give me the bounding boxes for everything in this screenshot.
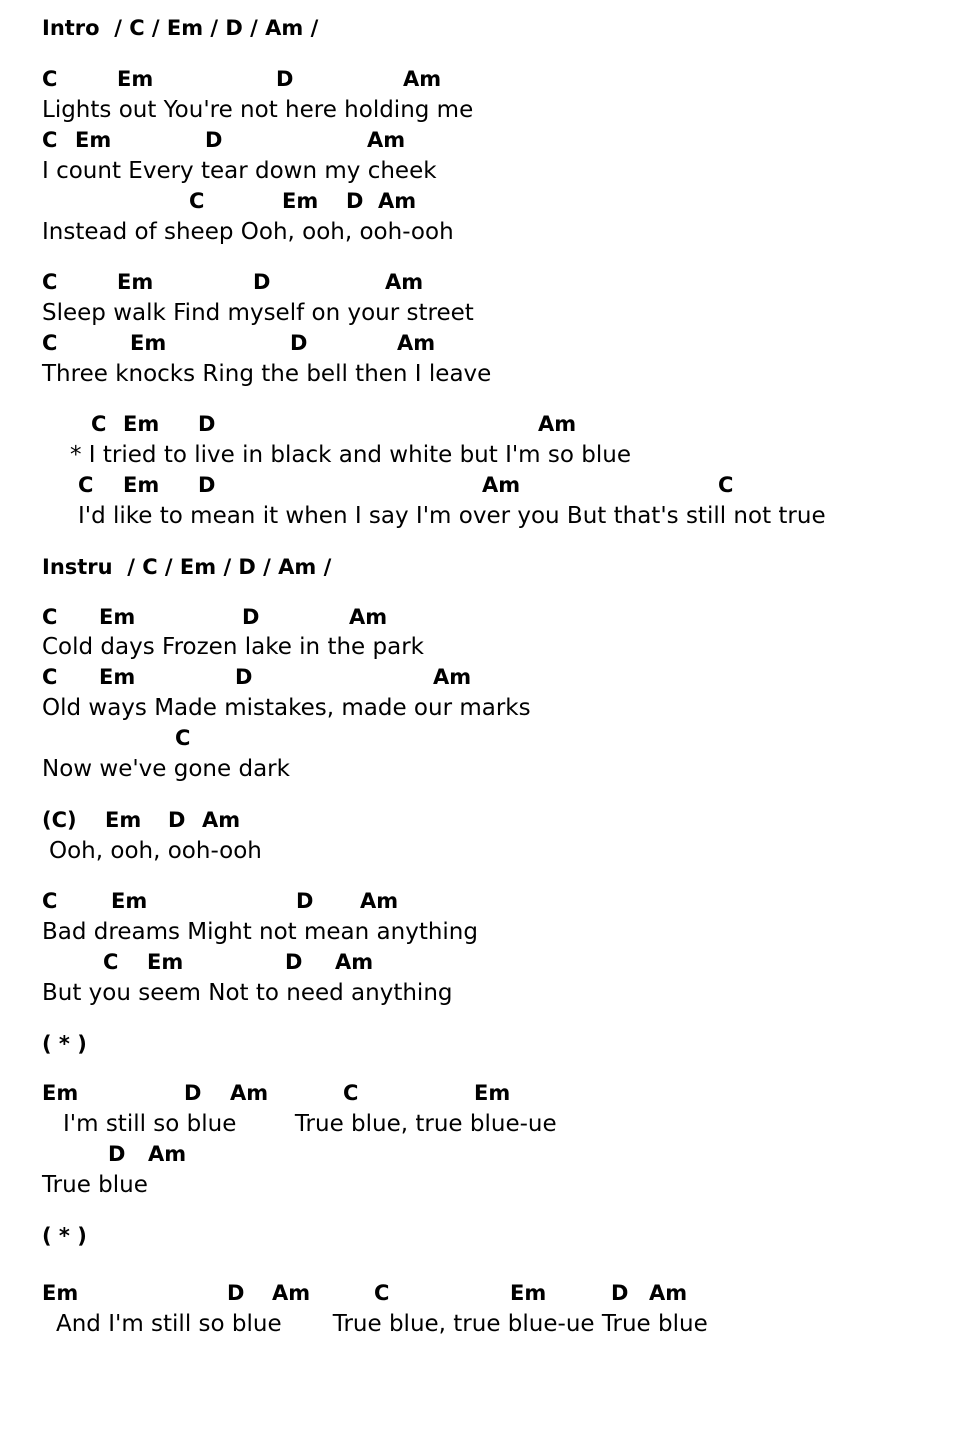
chord: Am xyxy=(397,331,436,355)
chord: Am xyxy=(335,950,374,974)
chord: D xyxy=(253,270,271,294)
chord: D xyxy=(290,331,308,355)
chord: Am xyxy=(378,189,417,213)
lyric-line: I'd like to mean it when I say I'm over you But that's still not true xyxy=(78,503,826,529)
chord: Em xyxy=(111,889,148,913)
chord: D xyxy=(285,950,303,974)
lyric-line: Three knocks Ring the bell then I leave xyxy=(42,361,492,387)
chord: Am xyxy=(403,67,442,91)
chord: C xyxy=(718,473,734,497)
chord: Am xyxy=(360,889,399,913)
chord: Em xyxy=(130,331,167,355)
chord: Em xyxy=(117,270,154,294)
chord: Em xyxy=(42,1281,79,1305)
chord: Em xyxy=(123,473,160,497)
chord: C xyxy=(42,605,58,629)
chorus-reference: ( * ) xyxy=(42,1224,87,1248)
chord: C xyxy=(343,1081,359,1105)
chord: Em xyxy=(105,808,142,832)
chord: Em xyxy=(147,950,184,974)
chord: C xyxy=(175,726,191,750)
chord: Am xyxy=(433,665,472,689)
lyric-line: Cold days Frozen lake in the park xyxy=(42,634,424,660)
lyric-line: Sleep walk Find myself on your street xyxy=(42,300,474,326)
chorus-reference: ( * ) xyxy=(42,1032,87,1056)
chord: C xyxy=(42,67,58,91)
chord: C xyxy=(42,270,58,294)
lyric-line: Lights out You're not here holding me xyxy=(42,97,474,123)
lyric-line: And I'm still so blue True blue, true blue-ue True blue xyxy=(56,1311,708,1337)
chord: C xyxy=(189,189,205,213)
chord: D xyxy=(227,1281,245,1305)
chord: C xyxy=(91,412,107,436)
chord: D xyxy=(198,412,216,436)
chord: Am xyxy=(272,1281,311,1305)
chord: D xyxy=(108,1142,126,1166)
chord: (C) xyxy=(42,808,77,832)
chord: Am xyxy=(538,412,577,436)
chord: Em xyxy=(75,128,112,152)
chord: Am xyxy=(649,1281,688,1305)
chord: Am xyxy=(482,473,521,497)
chord: Am xyxy=(349,605,388,629)
chord: Em xyxy=(117,67,154,91)
chord: Em xyxy=(123,412,160,436)
chord: Am xyxy=(385,270,424,294)
chord: D xyxy=(168,808,186,832)
chord: C xyxy=(42,665,58,689)
instru-line: Instru / C / Em / D / Am / xyxy=(42,555,332,579)
lyric-line: But you seem Not to need anything xyxy=(42,980,453,1006)
lyric-line: Ooh, ooh, ooh-ooh xyxy=(49,838,262,864)
lyric-line: Bad dreams Might not mean anything xyxy=(42,919,478,945)
chord: Em xyxy=(510,1281,547,1305)
chord: C xyxy=(374,1281,390,1305)
lyric-line: I'm still so blue True blue, true blue-ue xyxy=(63,1111,557,1137)
chord: Am xyxy=(148,1142,187,1166)
lyric-line: Now we've gone dark xyxy=(42,756,290,782)
chord: D xyxy=(242,605,260,629)
chord: Em xyxy=(99,665,136,689)
lyric-line: True blue xyxy=(42,1172,148,1198)
chord: Am xyxy=(202,808,241,832)
lyric-line: I count Every tear down my cheek xyxy=(42,158,437,184)
lyric-line: Instead of sheep Ooh, ooh, ooh-ooh xyxy=(42,219,454,245)
lyric-line: * I tried to live in black and white but I'm so blue xyxy=(70,442,631,468)
chord: D xyxy=(184,1081,202,1105)
intro-line: Intro / C / Em / D / Am / xyxy=(42,16,319,40)
chord: D xyxy=(346,189,364,213)
chord: D xyxy=(296,889,314,913)
chord: C xyxy=(42,889,58,913)
chord: C xyxy=(42,128,58,152)
chord: D xyxy=(611,1281,629,1305)
lyric-line: Old ways Made mistakes, made our marks xyxy=(42,695,531,721)
chord: C xyxy=(78,473,94,497)
chord: D xyxy=(205,128,223,152)
chord: Em xyxy=(474,1081,511,1105)
chord: Em xyxy=(282,189,319,213)
chord: D xyxy=(235,665,253,689)
chord: D xyxy=(198,473,216,497)
chord: C xyxy=(42,331,58,355)
chord: Am xyxy=(230,1081,269,1105)
chord: Am xyxy=(367,128,406,152)
chord: Em xyxy=(99,605,136,629)
chord: Em xyxy=(42,1081,79,1105)
chord: C xyxy=(103,950,119,974)
chord: D xyxy=(276,67,294,91)
